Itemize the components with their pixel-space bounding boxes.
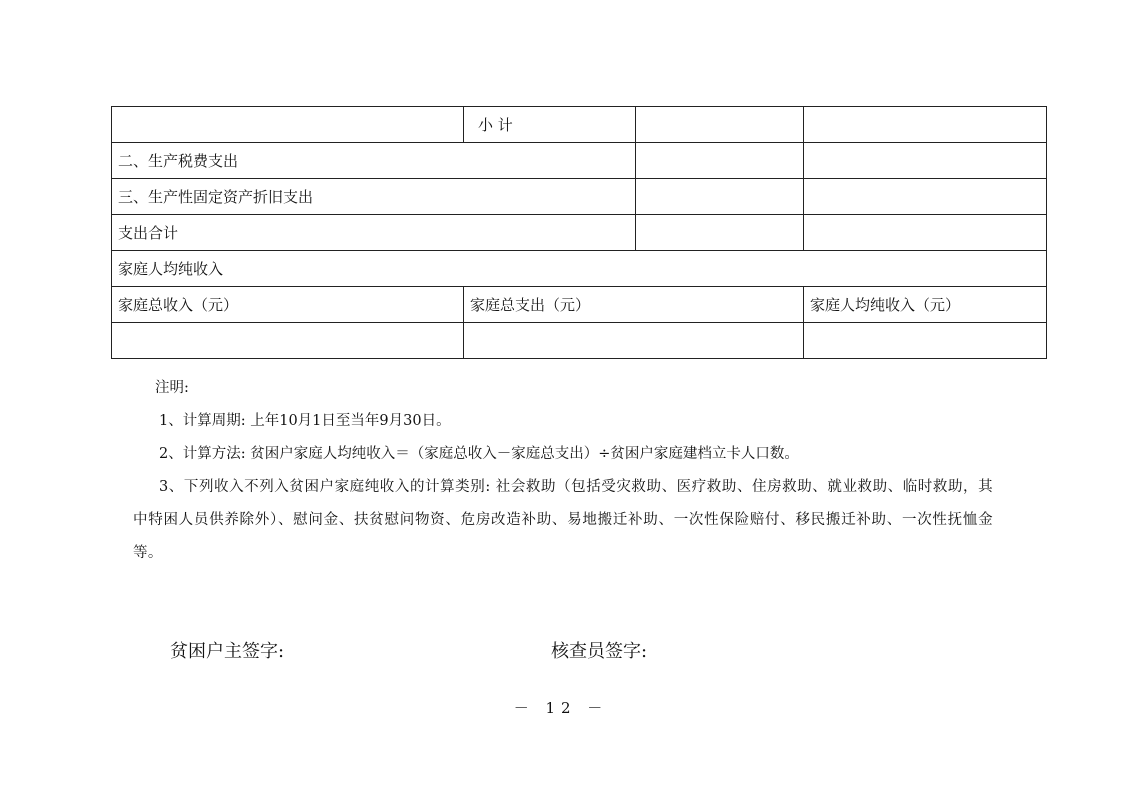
- depreciation-remark-cell[interactable]: [804, 179, 1047, 215]
- total-expense-header: 家庭总支出（元）: [464, 287, 804, 323]
- depreciation-value-cell[interactable]: [636, 179, 804, 215]
- household-head-signature-label: 贫困户主签字:: [170, 641, 285, 662]
- per-capita-income-section-label: 家庭人均纯收入: [112, 251, 1047, 287]
- note-item-2: 2、计算方法: 贫困户家庭人均纯收入＝（家庭总收入－家庭总支出）÷贫困户家庭建档立卡人口数。: [159, 446, 799, 462]
- subtotal-remark-cell[interactable]: [804, 107, 1047, 143]
- per-capita-income-header: 家庭人均纯收入（元）: [804, 287, 1047, 323]
- tax-expense-value-cell[interactable]: [636, 143, 804, 179]
- table-row-summary-values: [112, 323, 1047, 359]
- total-income-value-cell[interactable]: [112, 323, 464, 359]
- expense-total-value-cell[interactable]: [636, 215, 804, 251]
- notes-section: [133, 372, 993, 570]
- table-row-tax: [112, 143, 1047, 179]
- table-row-summary-headers: [112, 287, 1047, 323]
- table-row-depreciation: [112, 179, 1047, 215]
- verifier-signature-label: 核查员签字:: [551, 641, 648, 662]
- table-row-per-capita-header: [112, 251, 1047, 287]
- table-row-expense-total: [112, 215, 1047, 251]
- total-expense-value-cell[interactable]: [464, 323, 804, 359]
- per-capita-income-value-cell[interactable]: [804, 323, 1047, 359]
- income-expense-table: [111, 106, 1047, 359]
- blank-cell: [112, 107, 464, 143]
- expense-total-remark-cell[interactable]: [804, 215, 1047, 251]
- total-income-header: 家庭总收入（元）: [112, 287, 464, 323]
- tax-expense-remark-cell[interactable]: [804, 143, 1047, 179]
- tax-expense-label: 二、生产税费支出: [112, 143, 636, 179]
- depreciation-expense-label: 三、生产性固定资产折旧支出: [112, 179, 636, 215]
- table-row-subtotal: [112, 107, 1047, 143]
- expense-total-label: 支出合计: [112, 215, 636, 251]
- notes-title: 注明:: [155, 380, 189, 396]
- subtotal-label: 小 计: [464, 107, 636, 143]
- page-number: － 12 －: [513, 699, 609, 717]
- note-item-3: 3、下列收入不列入贫困户家庭纯收入的计算类别: 社会救助（包括受灾救助、医疗救助、住房救助、就业救助、临时救助，其中特困人员供养除外）、慰问金、扶贫慰问物资、危房改造补助、易地搬迁补助、一次性保险赔付、移民搬迁补助、一次性抚恤金等。: [133, 479, 993, 561]
- note-item-1: 1、计算周期: 上年10月1日至当年9月30日。: [159, 413, 451, 429]
- subtotal-value-cell[interactable]: [636, 107, 804, 143]
